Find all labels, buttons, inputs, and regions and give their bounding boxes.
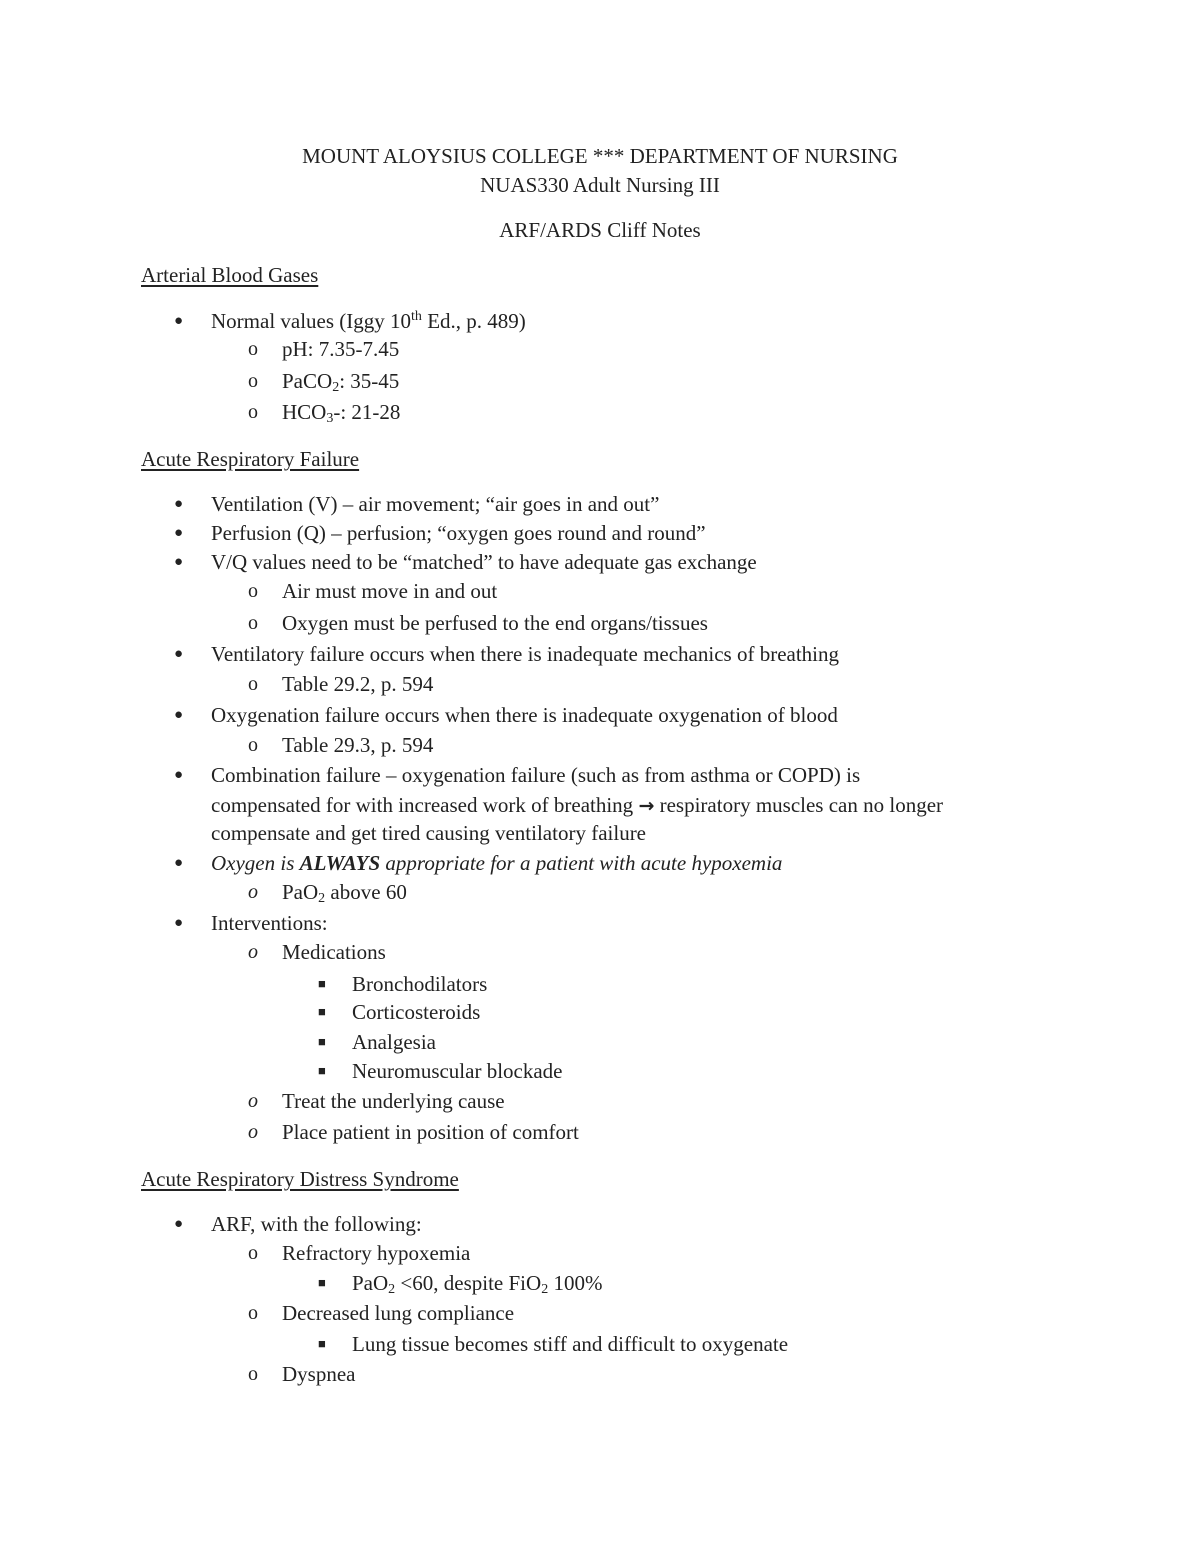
bullet-square: ■ [318,1336,326,1351]
bullet-disc: ● [174,525,184,541]
bullet-square: ■ [318,1063,326,1078]
bullet-disc: ● [174,554,184,570]
bullet-circle: o [248,941,258,963]
list-item-ph: pH: 7.35-7.45 [282,337,400,361]
list-item-corticosteroids: Corticosteroids [352,1000,481,1024]
list-item-dyspnea: Dyspnea [282,1362,356,1386]
bullet-disc: ● [174,767,184,783]
list-item-position-comfort: Place patient in position of comfort [282,1120,579,1144]
list-item-oxygen-always: Oxygen is ALWAYS appropriate for a patient with acute hypoxemia [211,851,783,875]
list-item-arf-with: ARF, with the following: [211,1212,422,1236]
document-title: ARF/ARDS Cliff Notes [499,218,701,242]
list-item-analgesia: Analgesia [352,1030,436,1054]
list-item-lung-tissue-stiff: Lung tissue becomes stiff and difficult to oxygenate [352,1332,789,1356]
bullet-circle: o [248,1363,258,1385]
list-item-oxygen-perfused: Oxygen must be perfused to the end organs/tissues [282,611,708,635]
bullet-circle: o [248,673,258,695]
bullet-square: ■ [318,976,326,991]
list-item-pao2-despite-fio2: PaO$_2$ <60, despite FiO$_2$ 100% [352,1271,603,1297]
bullet-circle: o [248,1302,258,1324]
list-item-ventilatory-failure: Ventilatory failure occurs when there is inadequate mechanics of breathing [211,642,840,666]
bullet-circle: o [248,338,258,360]
list-item-lung-compliance: Decreased lung compliance [282,1301,515,1325]
section-heading-ards: Acute Respiratory Distress Syndrome [141,1167,459,1191]
list-item-combination-failure-line2: compensated for with increased work of breathing → respiratory muscles can no longer [211,793,944,817]
bullet-disc: ● [174,707,184,723]
list-item-ventilation: Ventilation (V) – air movement; “air goes in and out” [211,492,660,516]
bullet-disc: ● [174,855,184,871]
list-item-combination-failure-line1: Combination failure – oxygenation failure (such as from asthma or COPD) is [211,763,861,787]
list-item-refractory-hypoxemia: Refractory hypoxemia [282,1241,471,1265]
list-item-neuromuscular-blockade: Neuromuscular blockade [352,1059,563,1083]
bullet-circle: o [248,370,258,392]
section-heading-abg: Arterial Blood Gases [141,263,319,287]
bullet-circle: o [248,881,258,903]
list-item-table-29-2: Table 29.2, p. 594 [282,672,434,696]
list-item-table-29-3: Table 29.3, p. 594 [282,733,434,757]
list-item-bronchodilators: Bronchodilators [352,972,488,996]
list-item-hco3: $HCO_3-$: 21-28 [282,400,401,426]
bullet-disc: ● [174,915,184,931]
bullet-circle: o [248,1242,258,1264]
section-heading-arf: Acute Respiratory Failure [141,447,360,471]
list-item-paco2: PaCO$_2$: 35-45 [282,369,400,395]
list-item-treat-cause: Treat the underlying cause [282,1089,505,1113]
college-header: MOUNT ALOYSIUS COLLEGE *** DEPARTMENT OF NURSING [302,144,898,168]
list-item-normal-values: Normal values (Iggy 10th Ed., p. 489) [211,309,526,333]
bullet-circle: o [248,401,258,423]
list-item-oxygenation-failure: Oxygenation failure occurs when there is inadequate oxygenation of blood [211,703,838,727]
right-arrow-icon: → [638,795,655,817]
list-item-pao2-above-60: PaO$_2$ above 60 [282,880,407,906]
bullet-disc: ● [174,646,184,662]
bullet-circle: o [248,612,258,634]
bullet-square: ■ [318,1275,326,1290]
list-item-medications: Medications [282,940,386,964]
list-item-combination-failure-line3: compensate and get tired causing ventilatory failure [211,821,647,845]
bullet-circle: o [248,1121,258,1143]
bullet-square: ■ [318,1034,326,1049]
bullet-disc: ● [174,496,184,512]
bullet-circle: o [248,734,258,756]
course-title: NUAS330 Adult Nursing III [480,173,720,197]
bullet-disc: ● [174,1216,184,1232]
list-item-vq: V/Q values need to be “matched” to have adequate gas exchange [211,550,757,574]
bullet-square: ■ [318,1004,326,1019]
bullet-circle: o [248,1090,258,1112]
list-item-interventions: Interventions: [211,911,328,935]
bullet-circle: o [248,580,258,602]
bullet-disc: ● [174,313,184,329]
list-item-air-move: Air must move in and out [282,579,498,603]
list-item-perfusion: Perfusion (Q) – perfusion; “oxygen goes round and round” [211,521,706,545]
